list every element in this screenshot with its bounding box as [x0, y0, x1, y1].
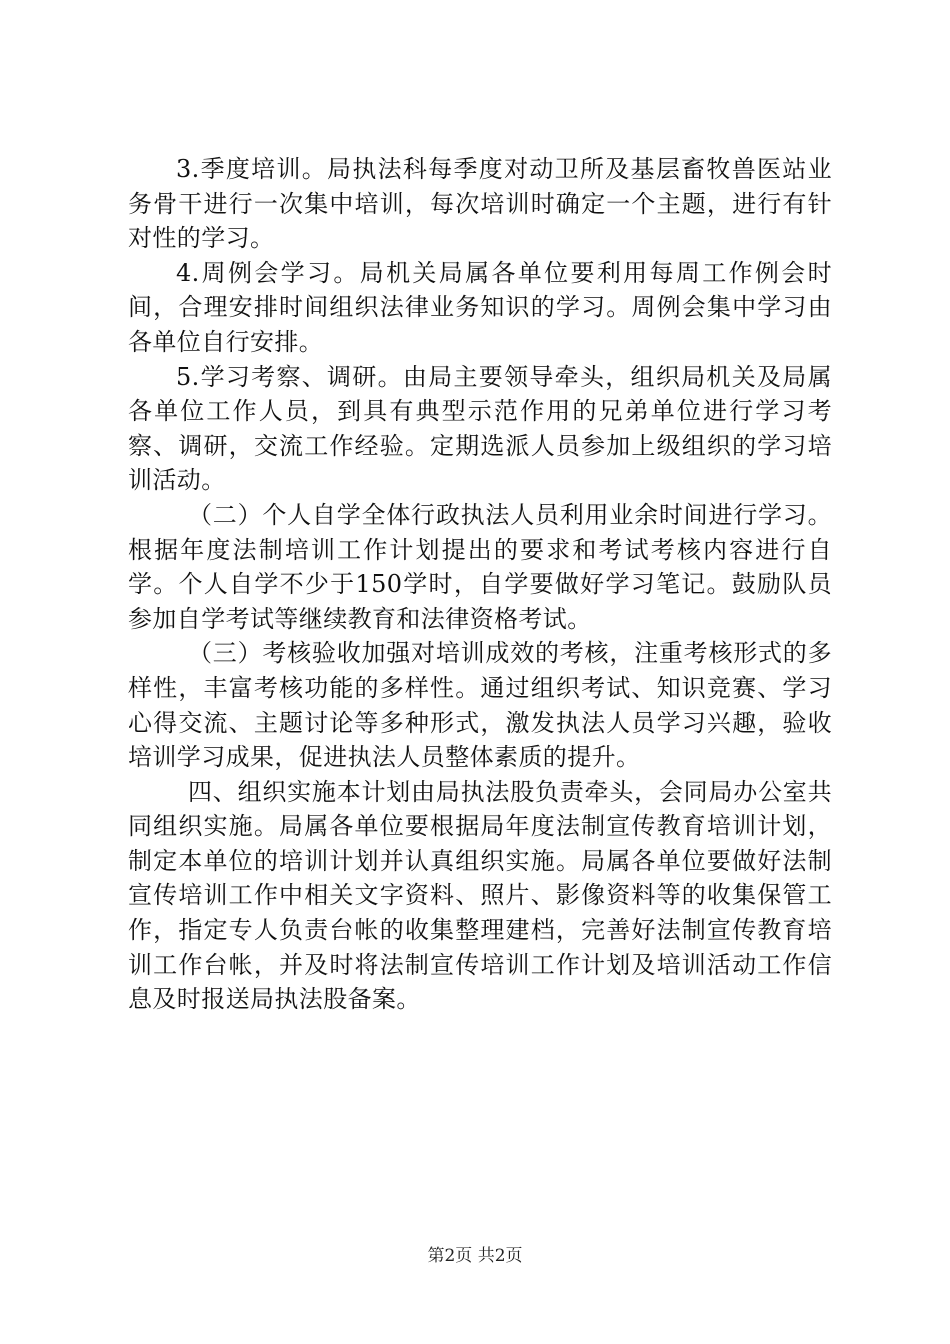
- paragraph-quarterly-training: 3.季度培训。局执法科每季度对动卫所及基层畜牧兽医站业务骨干进行一次集中培训，每次培训时确定一个主题，进行有针对性的学习。: [128, 155, 832, 253]
- paragraph-weekly-meeting-study: 4.周例会学习。局机关局属各单位要利用每周工作例会时间，合理安排时间组织法律业务知识的学习。周例会集中学习由各单位自行安排。: [128, 258, 832, 356]
- paragraph-self-study: （二）个人自学全体行政执法人员利用业余时间进行学习。根据年度法制培训工作计划提出的要求和考试考核内容进行自学。个人自学不少于150学时，自学要做好学习笔记。鼓励队员参加自学考试等继续教育和法律资格考试。: [128, 500, 832, 633]
- paragraph-assessment: （三）考核验收加强对培训成效的考核，注重考核形式的多样性，丰富考核功能的多样性。通过组织考试、知识竞赛、学习心得交流、主题讨论等多种形式，激发执法人员学习兴趣，验收培训学习成果，促进执法人员整体素质的提升。: [128, 639, 832, 772]
- paragraph-implementation: 四、组织实施本计划由局执法股负责牵头，会同局办公室共同组织实施。局属各单位要根据局年度法制宣传教育培训计划，制定本单位的培训计划并认真组织实施。局属各单位要做好法制宣传培训工作中相关文字资料、照片、影像资料等的收集保管工作，指定专人负责台帐的收集整理建档，完善好法制宣传教育培训工作台帐，并及时将法制宣传培训工作计划及培训活动工作信息及时报送局执法股备案。: [128, 777, 832, 1014]
- page-number-label: 第2页 共2页: [427, 1246, 523, 1266]
- page-footer: [0, 1241, 950, 1266]
- paragraph-study-tour-research: 5.学习考察、调研。由局主要领导牵头，组织局机关及局属各单位工作人员，到具有典型示范作用的兄弟单位进行学习考察、调研，交流工作经验。定期选派人员参加上级组织的学习培训活动。: [128, 362, 832, 495]
- document-body: [128, 152, 832, 1017]
